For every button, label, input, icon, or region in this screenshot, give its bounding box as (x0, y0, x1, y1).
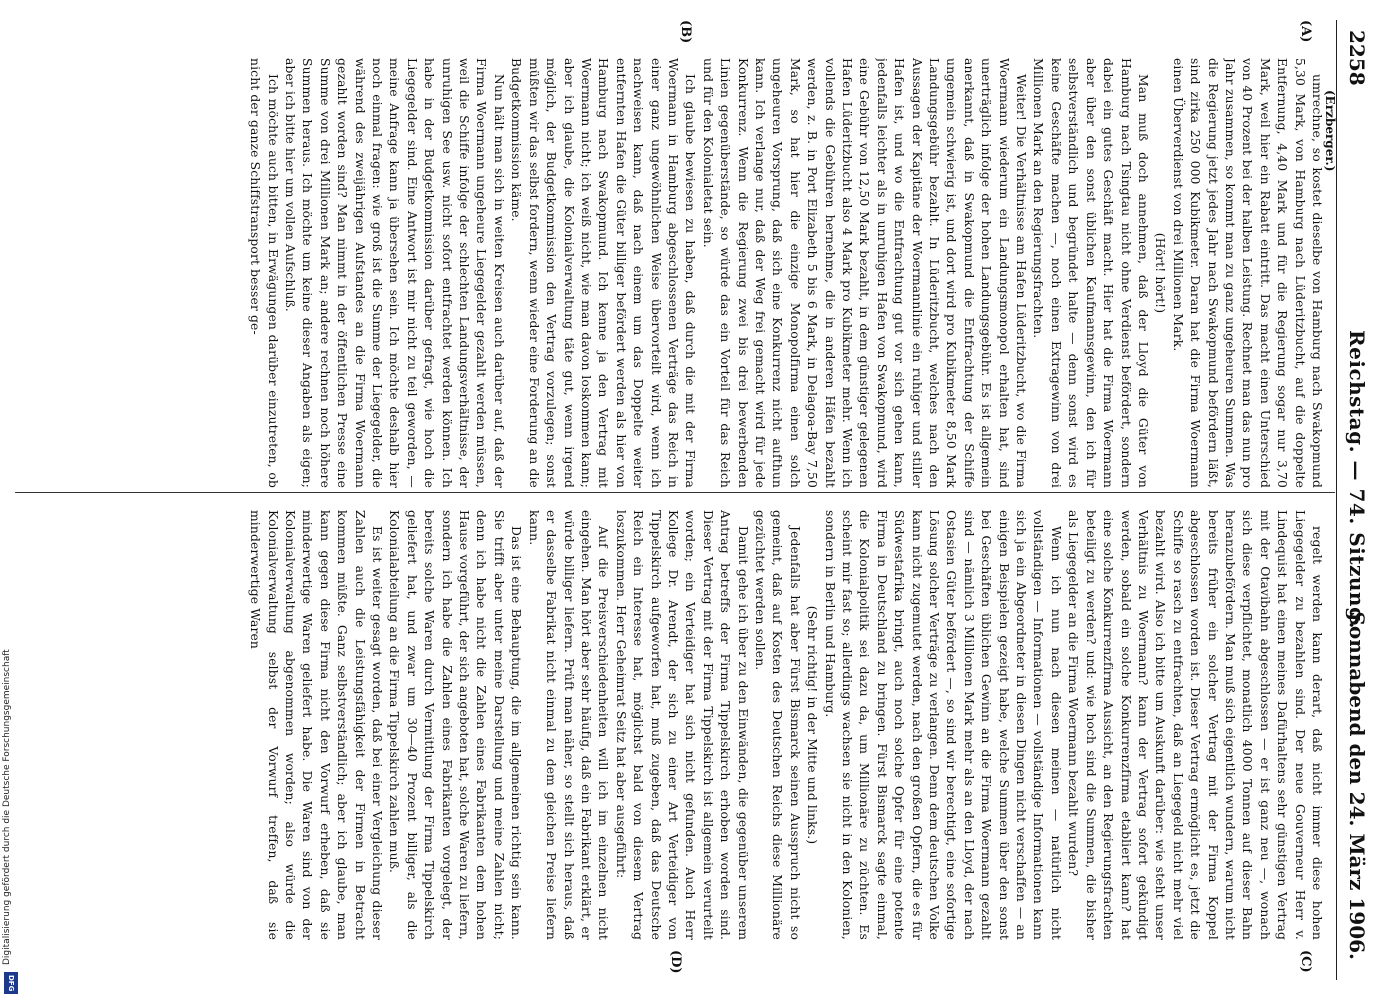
paragraph: Weiter! Die Verhältnisse am Hafen Lüderitzbucht, wo die Firma Woermann wiederum ein Landungsmonopol erhalten hat, sind unerträglich infolge der hohen Landungsgebühr. Es ist allgemein anerkannt, daß in Swakopmund die Entfrachtung der Schiffe ungemein schwierig ist, und dort wird pro Kubikmeter 8,50 Mark Landungsgebühr bezahlt. In Lüderitzbucht, welches nach den Aussagen der Kapitäne der Woermannlinie ein ruhiger und stiller Hafen ist, und wo die Entfrachtung gut vor sich gehen kann, jedenfalls leichter als in unruhigen Hafen von Swakopmund, wird eine Gebühr von 12,50 Mark bezahlt, in dem günstiger gelegenen Hafen Lüderitzbucht also 4 Mark pro Kubikmeter mehr. Wenn ich vollends die Gebühren hernehme, die in anderen Häfen bezahlt werden, z. B. in Port Elizabeth 5 bis 6 Mark, in Delagoa-Bay 7,50 Mark, so hat hier die einzige Monopolfirma einen solch ungeheuren Vorsprung, daß sich eine Konkurrenz nicht aufthun kann. Ich verlange nur, daß der Weg frei gemacht wird für jede Konkurrenz. Wenn die Regierung zwei bis drei bewerbenden Linien gegenüberstände, so würde das ein Vorteil für das Reich und für den Kolonialetat sein. (700, 58, 1029, 488)
margin-mark-c: (C) (1298, 950, 1313, 973)
paragraph: Damit gehe ich über zu den Einwänden, die gegenüber unserem Antrag betreffs der Firma Tippelskirch erhoben worden sind. Dieser Vertrag mit der Firma Tippelskirch ist allgemein verurteilt worden; ein Verteidiger hat sich nicht gefunden. Auch Herr Kollege Dr. Arendt, der sich zu einer Art Verteidiger von Tippelskirch aufgeworfen hat, muß zugeben, daß das Deutsche Reich ein Interesse hat, möglichst bald von diesem Vertrag loszukommen. Herr Geheimrat Seitz hat aber ausgeführt: (613, 510, 750, 940)
paragraph: Ich möchte auch bitten, in Erwägungen darüber einzutreten, ob nicht der ganze Schiffstransport besser ge- (248, 58, 280, 488)
speaker-name: (Erzberger.) (1323, 90, 1337, 172)
left-column (10, 58, 1325, 488)
paragraph: umrechne, so kostet dieselbe von Hamburg nach Swakopmund 5,30 Mark, von Hamburg nach Lüderitzbucht, auf die doppelte Entfernung, 4,40 Mark und für die Regierung sogar nur 3,70 Mark, weil hier ein Rabatt eintritt. Das macht einen Unterschied von 40 Prozent bei der halben Leistung. Rechnet man das nun pro Jahr zusammen, so kommt man zu ganz ungeheuren Summen. Was die Regierung jetzt jedes Jahr nach Swakopmund befördern läßt, sind zirka 250 000 Kubikmeter. Daran hat die Firma Woermann einen Überverdienst von drei Millionen Mark. (1170, 58, 1324, 488)
margin-mark-d: (D) (668, 950, 683, 974)
paragraph: Es ist weiter gesagt worden, daß bei einer Vergleichung dieser Zahlen auch die Leistungsfähigkeit der Firmen in Betracht kommen müßte. Ganz selbstverständlich; aber ich glaube, man kann gegen diese Firma nicht den Vorwurf erheben, daß sie minderwertige Waren geliefert habe. Die Waren sind von der Kolonialverwaltung abgenommen worden; also würde die Kolonialverwaltung selbst der Vorwurf treffen, daß sie minderwertige Waren (248, 510, 385, 940)
paragraph: (Sehr richtig! in der Mitte und links.) (805, 605, 820, 845)
paragraph: Jedenfalls hat aber Fürst Bismarck seinen Ausspruch nicht so gemeint, daß auf Kosten des Deutschen Reichs diese Millionäre gezüchtet werden sollen. (753, 510, 802, 940)
page-number: 2258 (1345, 30, 1369, 86)
margin-mark-b: (B) (678, 20, 693, 44)
session-date: Sonnabend den 24. März 1906. (1345, 611, 1369, 960)
right-column (10, 510, 1325, 940)
paragraph: Man muß doch annehmen, daß der Lloyd die Güter von Hamburg nach Tsingtau nicht ohne Verdienst befördert, sondern dabei ein gutes Geschäft macht. Hier hat die Firma Woermann aber über den sonst üblichen Kaufmannsgewinn, den ich für selbstverständlich und begründet halte — denn sonst wird es keine Geschäfte machen —, noch einen Extragewinn von drei Millionen Mark an den Regierungsfrachten. (1031, 58, 1150, 488)
funding-credit: Digitalisierung gefördert durch die Deutsche Forschungsgemeinschaft (2, 649, 12, 965)
paragraph: Wenn ich nun nach diesen meinen — natürlich nicht vollständigen — Informationen — vollständige Informationen kann sich ja ein Abgeordneter in diesen Dingen nicht verschaffen — an einigen Beispielen gezeigt habe, welche Summen über den sonst bei Geschäften üblichen Gewinn an die Firma Woermann gezahlt sind — nämlich 3 Millionen Mark mehr als an den Lloyd, der nach Ostasien Güter befördert —, so sind wir berechtigt, eine sofortige Lösung solcher Verträge zu verlangen. Denn dem deutschen Volke kann nicht zugemutet werden, nach den großen Opfern, die es für Südwestafrika bringt, auch noch solche Opfer für eine potente Firma in Deutschland zu bringen. Fürst Bismarck sagte einmal, die Kolonialpolitik sei dazu da, um Millionäre zu züchten. Es scheint mir fast so; allerdings wachsen sie nicht in den Kolonien, sondern in Berlin und Hamburg. (822, 510, 1063, 940)
dfg-logo: DFG (4, 972, 18, 994)
page-title: Reichstag. — 74. Sitzung. (1345, 330, 1369, 629)
paragraph: regelt werden kann derart, daß nicht immer diese hohen Liegegelder zu bezahlen sind. Der neue Gouverneur Herr v. Lindequist hat einen meines Dafürhaltens sehr günstigen Vertrag mit der Otavibahn abgeschlossen — er ist ganz neu —, wonach sich diese verpflichtet, monatlich 4000 Tonnen auf dieser Bahn heranzubefördern. Man muß sich eigentlich wundern, warum nicht bereits früher ein solcher Vertrag mit der Firma Koppel abgeschlossen worden ist. Dieser Vertrag ermöglicht es, jetzt die Schiffe so rasch zu entfrachten, daß an Liegegeld nicht mehr viel bezahlt wird. Also ich bitte um Auskunft darüber: wie steht unser Verhältnis zu Woermann? kann der Vertrag sofort gekündigt werden, sobald ein solche Konkurrenzfirma etabliert kann? hat eine solche Konkurrenzfirma Aussicht, an den Regierungsfrachten beteiligt zu werden? und: wie hoch sind die Summen, die bisher als Liegegelder an die Firma Woermann bezahlt wurden? (1066, 510, 1324, 940)
paragraph: Auf die Preisverschiedenheiten will ich im einzelnen nicht eingehen. Man hört aber sehr häufig, daß ein Fabrikant erklärt, er würde billiger liefern. Prüft man näher, so stellt sich heraus, daß er dasselbe Fabrikat nicht einmal zu dem gleichen Preise liefern kann. (526, 510, 611, 940)
column-divider (15, 492, 1335, 493)
page-header (1339, 30, 1373, 960)
paragraph: Nun hält man sich in weiten Kreisen auch darüber auf, daß der Firma Woermann ungeheure Liegegelder gezahlt werden müssen, weil die Schiffe infolge der schlechten Landungsverhältnisse, der unruhigen See usw. nicht sofort entfrachtet werden können. Ich habe in der Budgetkommission darüber gefragt, wie hoch die Liegegelder sind. Eine Antwort ist mir nicht zu teil geworden, — meine Anfrage kann ja übersehen sein. Ich möchte deshalb hier noch einmal fragen: wie groß ist die Summe der Liegegelder, die während des zweijährigen Aufstandes an die Firma Woermann gezahlt worden sind? Man nimmt in der öffentlichen Presse eine Summe von drei Millionen Mark an; andere rechnen noch höhere Summen heraus. Ich möchte um keine dieser Angaben als eigen; aber ich bitte hier um vollen Aufschluß. (283, 58, 506, 488)
paragraph: (Hört! hört!) (1153, 232, 1168, 314)
paragraph: Das ist eine Behauptung, die im allgemeinen richtig sein kann. Sie trifft aber unter meine Darstellung und meine Zahlen nicht; denn ich habe nicht die Zahlen eines Fabrikanten dem hohen Hause vorgeführt, der sich angeboten hat, solche Waren zu liefern, sondern ich habe die Zahlen eines Fabrikanten vorgelegt, der bereits solche Waren durch Vermittlung der Firma Tippelskirch geliefert hat, und zwar um 30—40 Prozent billiger, als die Kolonialabteilung an die Firma Tippelskirch zahlen muß. (387, 510, 524, 940)
margin-mark-a: (A) (1298, 20, 1313, 43)
paragraph: Ich glaube bewiesen zu haben, daß durch die mit der Firma Woermann in Hamburg abgeschlossenen Verträge das Reich in einer ganz ungewöhnlichen Weise übervorteilt wird, wenn ich nachweisen kann, daß nach einem um das Doppelte weiter entfernten Hafen die Güter billiger befördert werden als hier von Hamburg nach Swakopmund. Ich kenne ja den Vertrag mit Woermann nicht; ich weiß nicht, wie man davon loskommen kann; aber ich glaube, die Kolonialverwaltung täte gut, wenn irgend möglich, der Budgetkommission den Vertrag vorzulegen; sonst müßten wir das selbst fordern, wenn wieder eine Forderung an die Budgetkommission käme. (509, 58, 698, 488)
